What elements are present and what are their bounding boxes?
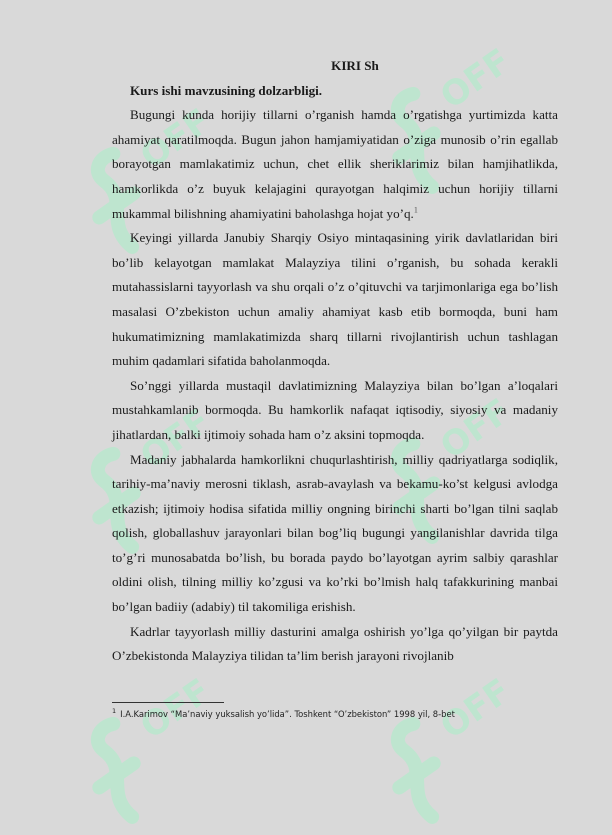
paragraph-4: Madaniy jabhalarda hamkorlikni chuqurlashtirish, milliy qadriyatlarga sodiqlik, tarihiy-ma’naviy merosni tiklash, asrab-avaylash va bekamu-ko’st kelgusi avlodga etkazish; ijtimoiy hodisa sifatida milliy ongning birinchi sharti bo’lgan tilni saqlab qolish, globallashuv jarayonlari bilan bog’liq bugungi yangilanishlar davrida tilga to’g’ri munosabatda bo’lish, bu borada paydo bo’layotgan ayrim salbiy qarashlar oldini olish, tilning milliy ko’zgusi va ko’rki bo’lmish halq tafakkurining manbai bo’lgan badiiy (adabiy) til takomiliga erishish.: [112, 451, 558, 615]
footnote-divider: [112, 702, 224, 703]
svg-text:OFF: OFF: [133, 401, 218, 478]
paragraph-1-text: Bugungi kunda horijiy tillarni o’rganish hamda o’rgatishga yurtimizda katta ahamiyat qaratilmoqda. Bugun jahon hamjamiyatidan o’ziga munosib o’rin egallab borayotgan mamlakatimiz uchun, chet ellik sheriklarimiz bilan hamjihatlikda, hamkorlikda o’z buyuk kelajagini qurayotgan halqimiz uchun horijiy tillarni mukammal bilishning ahamiyatini baholashga hojat yo’q.: [112, 107, 558, 221]
paragraph-2: Keyingi yillarda Janubiy Sharqiy Osiyo mintaqasining yirik davlatlaridan biri bo’lib kelayotgan mamlakat Malayziya tilini o’rganish, bu sohada kerakli mutahassislarni tayyorlash va shu orqali o’z o’qituvchi va tarjimonlariga ega bo’lish masalasi O’zbekiston uchun amaliy ahamiyat kasb etib bormoqda, buni ham hukumatimizning mamlakatimizda sharq tillarni rivojlantirish uchun tashlagan muhim qadamlari sifatida baholanmoqda.: [112, 230, 558, 369]
document-title: KIRI Sh: [331, 58, 379, 73]
footnote: [112, 707, 558, 719]
svg-text:OFF: OFF: [433, 391, 518, 468]
svg-text:OFF: OFF: [433, 41, 518, 118]
paragraph-1: [112, 103, 558, 226]
footnote-number: 1: [112, 707, 117, 715]
footnote-reference[interactable]: 1: [413, 205, 418, 215]
section-subtitle: Kurs ishi mavzusining dolzarbligi.: [130, 82, 323, 98]
document-page: [112, 54, 558, 669]
paragraph-3: So’nggi yillarda mustaqil davlatimizning Malayziya bilan bo’lgan a’loqalari mustahkamlanib bormoqda. Bu hamkorlik nafaqat iqtisodiy, siyosiy va madaniy jihatlardan, balki ijtimoiy sohada ham o’z aksini topmoqda.: [112, 377, 558, 442]
svg-text:OFF: OFF: [133, 101, 218, 178]
footnote-text: I.A.Karimov “Ma’naviy yuksalish yo’lida”. Toshkent “O’zbekiston” 1998 yil, 8-bet: [120, 708, 455, 719]
svg-text:OFF: OFF: [433, 671, 518, 748]
paragraph-5: Kadrlar tayyorlash milliy dasturini amalga oshirish yo’lga qo’yilgan bir paytda O’zbekistonda Malayziya tilidan ta’lim berish jarayoni rivojlanib: [112, 623, 558, 664]
svg-text:OFF: OFF: [133, 671, 218, 748]
